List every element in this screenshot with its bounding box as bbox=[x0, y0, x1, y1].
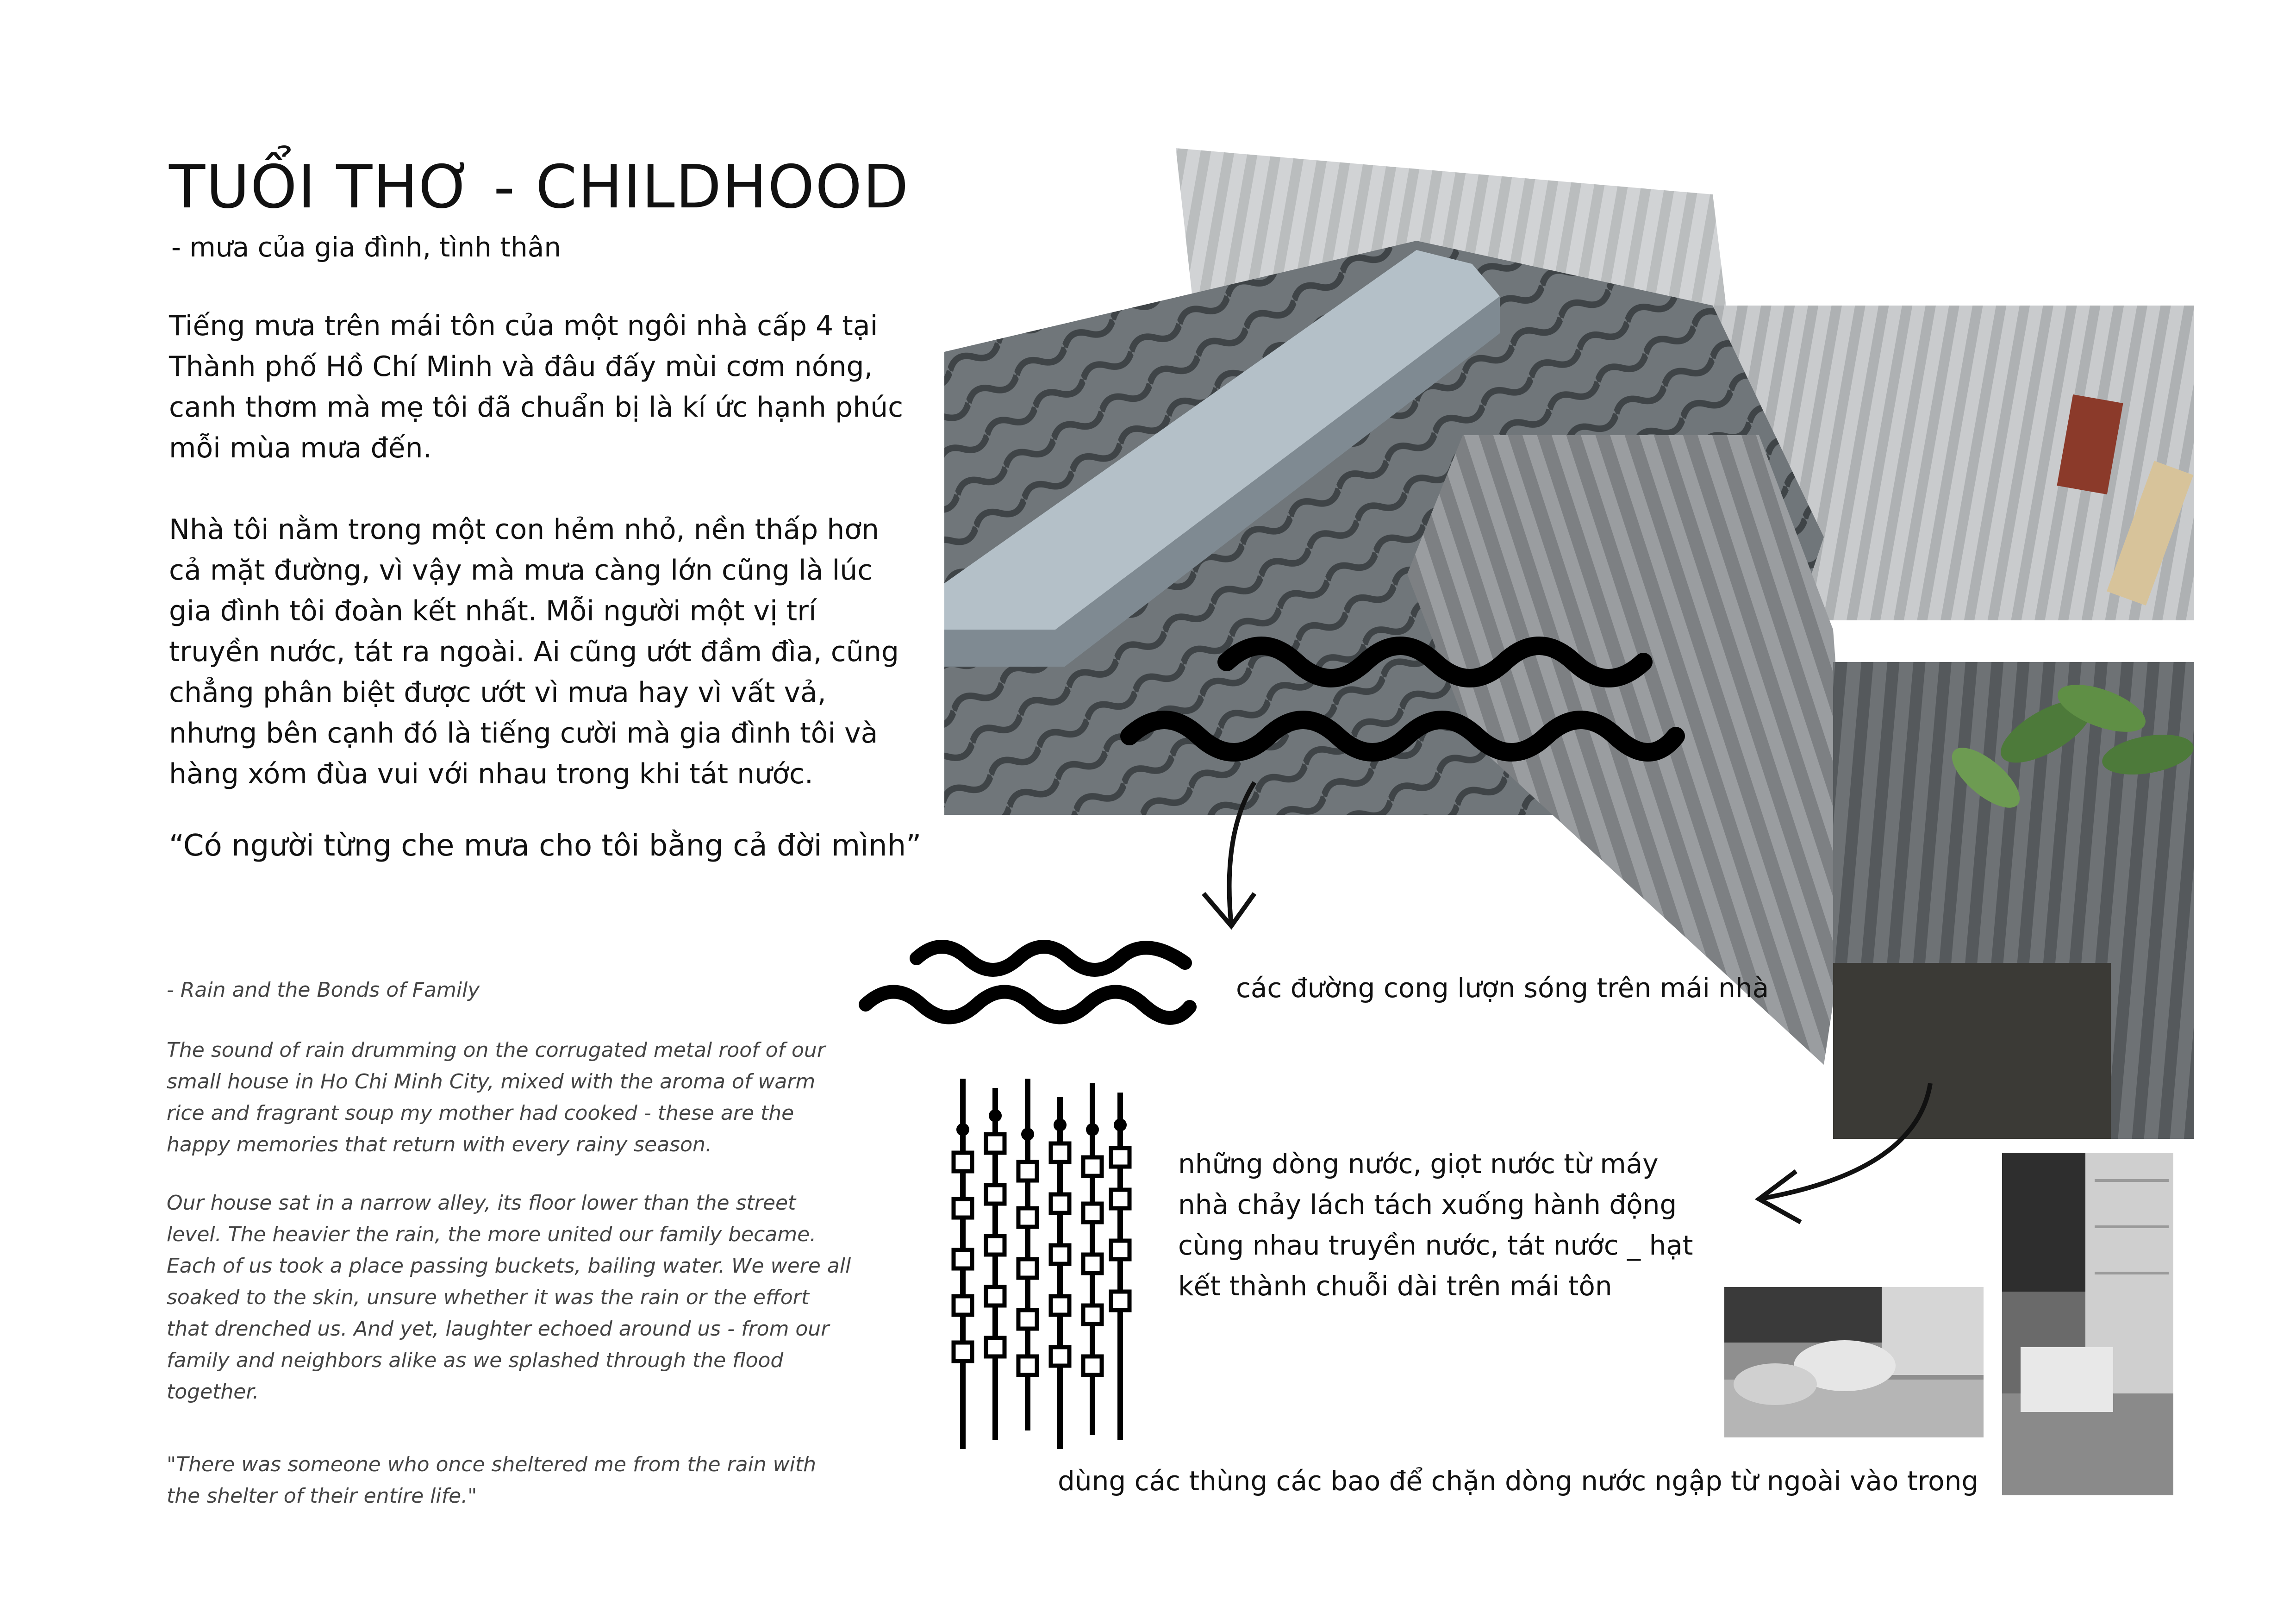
flood-photo-doorway bbox=[2002, 1153, 2173, 1495]
arrow-left-icon bbox=[1741, 1079, 1981, 1231]
english-paragraph-2: Our house sat in a narrow alley, its floor lower than the street level. The heavier the rain, the more united our family became. Each of us took a place passing buckets, bailing water. We were all soaked to the skin, unsure whether it was the rain or the effort that drenched us. And yet, laughter echoed around us - from our family and neighbors alike as we splashed through the flood together. bbox=[167, 1191, 851, 1404]
wave-symbol-icon bbox=[856, 926, 1199, 1032]
wave-lines-on-roof bbox=[1111, 630, 1694, 787]
vietnamese-paragraph-1: Tiếng mưa trên mái tôn của một ngôi nhà cấp 4 tại Thành phố Hồ Chí Minh và đâu đấy mùi cơm nóng, canh thơm mà mẹ tôi đã chuẩn bị là kí ức hạnh phúc mỗi mùa mưa đến. bbox=[169, 310, 904, 464]
caption-flood: dùng các thùng các bao để chặn dòng nước ngập từ ngoài vào trong bbox=[1058, 1465, 1979, 1497]
page-subtitle: - mưa của gia đình, tình thân bbox=[171, 231, 562, 263]
english-paragraph-1: The sound of rain drumming on the corrugated metal roof of our small house in Ho Chi Minh City, mixed with the aroma of warm rice and fragrant soup my mother had cooked - these are the happy memories that return with every rainy season. bbox=[167, 1038, 825, 1156]
english-title: - Rain and the Bonds of Family bbox=[167, 978, 480, 1002]
caption-drops: những dòng nước, giọt nước từ máy nhà chảy lách tách xuống hành động cùng nhau truyền nước, tát nước _ hạt kết thành chuỗi dài trên mái tôn bbox=[1178, 1148, 1693, 1302]
caption-waves: các đường cong lượn sóng trên mái nhà bbox=[1236, 972, 1769, 1004]
rain-chain-drawing bbox=[944, 1079, 1139, 1458]
vietnamese-quote: “Có người từng che mưa cho tôi bằng cả đời mình” bbox=[169, 829, 922, 863]
page-title: TUỔI THƠ - CHILDHOOD bbox=[169, 153, 910, 222]
arrow-down-icon bbox=[1185, 778, 1278, 935]
vietnamese-paragraph-2: Nhà tôi nằm trong một con hẻm nhỏ, nền thấp hơn cả mặt đường, vì vậy mà mưa càng lớn cũng là lúc gia đình tôi đoàn kết nhất. Mỗi người một vị trí truyền nước, tát ra ngoài. Ai cũng ướt đầm đìa, cũng chẳng phân biệt được ướt vì mưa hay vì vất vả, nhưng bên cạnh đó là tiếng cười mà gia đình tôi và hàng xóm đùa vui với nhau trong khi tát nước. bbox=[169, 513, 899, 790]
flood-photo-bags bbox=[1724, 1287, 1984, 1437]
english-quote: "There was someone who once sheltered me from the rain with the shelter of their entire life." bbox=[167, 1453, 817, 1508]
